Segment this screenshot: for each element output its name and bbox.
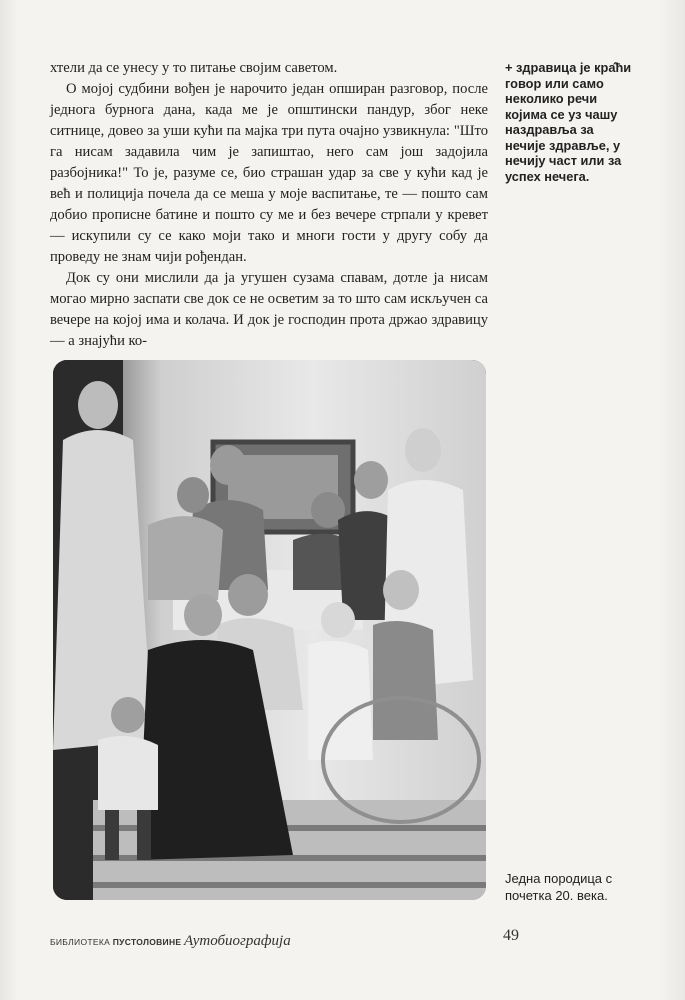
glossary-sidenote: + здравица је кра̂ћи говор или само неколико речи којима се уз чашу наздравља за нечије здравље, у нечију част или за успех нечега. [505, 60, 632, 184]
family-photo [53, 360, 486, 900]
book-title: Аутобиографија [184, 933, 291, 949]
page-number: 49 [503, 927, 519, 944]
main-text [50, 58, 488, 352]
photo-illustration [53, 360, 486, 900]
series-name: ПУСТОЛОВИНЕ [112, 937, 182, 947]
footer-series [50, 933, 291, 950]
series-label: БИБЛИОТЕКА [50, 937, 111, 947]
paragraph-3: Док су они мислили да ја угушен сузама спавам, дотле ја нисам могао мирно заспати све док се не осветим за то што сам искључен са вечере на којој има и колача. И док је господин прота држао здравицу — а знајући ко- [50, 270, 488, 349]
paragraph-2: О мојој судбини вођен је нарочито један опширан разговор, после једнога бурнога дана, када ме је општински пандур, због неке ситнице, довео за уши кући па мајка три пута очајно узвикнула: "Што га нисам задавила чим је запиштао, него сам још задојила разбојника!" То је, разуме се, био страшан удар за све у кући кад је већ и полиција почела да се меша у моје васпитање, те — пошто сам добио прописне батине и пошто су ме и без вечере стрпали у кревет — искупили су се како моји тако и многи гости у другу собу да проведу не знам чији рођендан. [50, 81, 488, 265]
paragraph-1: хтели да се унесу у то питање својим саветом. [50, 60, 338, 76]
photo-caption: Једна породица с почетка 20. века. [505, 871, 613, 903]
